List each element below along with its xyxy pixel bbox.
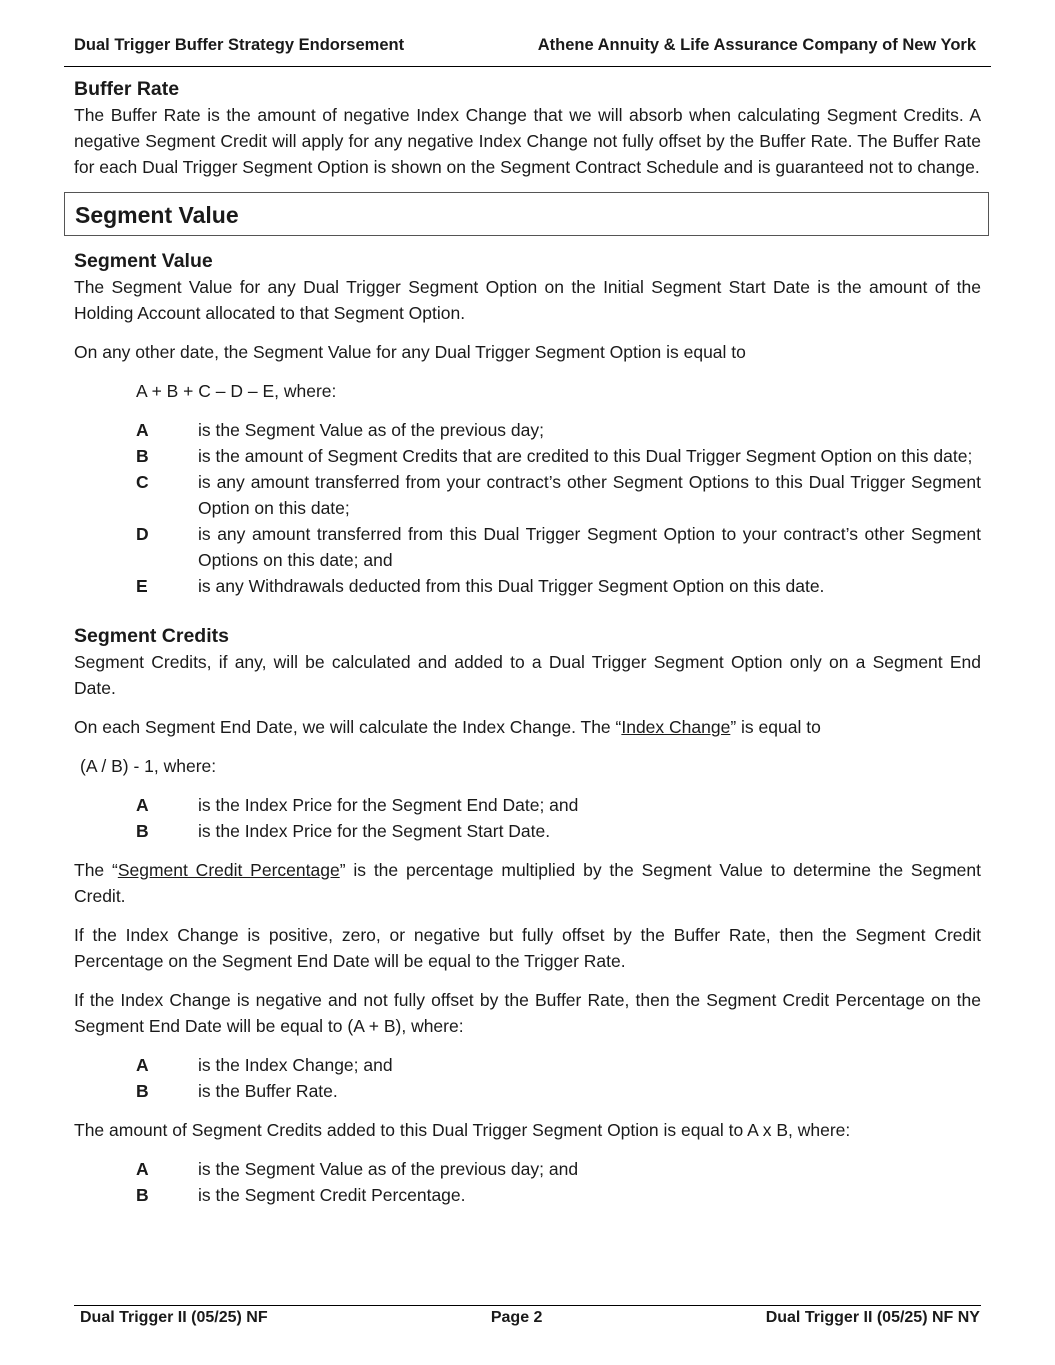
index-change-definitions [74, 792, 981, 844]
header-divider [64, 66, 991, 67]
segment-credits-p6: The amount of Segment Credits added to this Dual Trigger Segment Option is equal to A x B, where: [74, 1120, 851, 1140]
footer-divider [74, 1305, 981, 1306]
segment-credits-p2: On each Segment End Date, we will calculate the Index Change. The “Index Change” is equal to [74, 717, 821, 737]
list-item: C is any amount transferred from your contract’s other Segment Options to this Dual Trigger Segment Option on this date; [136, 472, 981, 518]
list-item: B is the Index Price for the Segment Start Date. [136, 821, 551, 841]
segment-credits-p4: If the Index Change is positive, zero, or negative but fully offset by the Buffer Rate, then the Segment Credit Percentage on the Segment End Date will be equal to the Trigger Rate. [74, 925, 981, 971]
segment-credit-amount-definitions [74, 1156, 981, 1208]
page-header [74, 36, 976, 55]
page-footer [80, 1309, 980, 1327]
page-number: Page 2 [490, 1309, 543, 1326]
list-item: E is any Withdrawals deducted from this Dual Trigger Segment Option on this date. [136, 576, 825, 596]
list-item: A is the Index Price for the Segment End Date; and [136, 795, 579, 815]
footer-right: Dual Trigger II (05/25) NF NY [765, 1309, 980, 1326]
segment-credits-p1: Segment Credits, if any, will be calculated and added to a Dual Trigger Segment Option only on a Segment End Date. [74, 652, 981, 698]
list-item: A is the Index Change; and [136, 1055, 393, 1075]
segment-credits-heading: Segment Credits [74, 625, 229, 647]
header-left: Dual Trigger Buffer Strategy Endorsement [74, 36, 405, 54]
list-item: A is the Segment Value as of the previous day; [136, 420, 544, 440]
index-change-formula: (A / B) - 1, where: [80, 756, 217, 776]
segment-value-definitions [74, 417, 981, 599]
segment-value-formula: A + B + C – D – E, where: [136, 381, 337, 401]
list-item: A is the Segment Value as of the previous day; and [136, 1159, 579, 1179]
footer-left: Dual Trigger II (05/25) NF [80, 1309, 268, 1326]
buffer-rate-text: The Buffer Rate is the amount of negative Index Change that we will absorb when calculating Segment Credits. A negative Segment Credit will apply for any negative Index Change not fully offset by the Buffer Rate. The Buffer Rate for each Dual Trigger Segment Option is shown on the Segment Contract Schedule and is guaranteed not to change. [74, 105, 981, 177]
segment-credits-p3: The “Segment Credit Percentage” is the percentage multiplied by the Segment Value to determine the Segment Credit. [74, 860, 981, 906]
segment-value-p2: On any other date, the Segment Value for any Dual Trigger Segment Option is equal to [74, 342, 746, 362]
list-item: D is any amount transferred from this Dual Trigger Segment Option to your contract’s other Segment Options on this date; and [136, 524, 981, 570]
credit-percentage-definitions [74, 1052, 981, 1104]
segment-credit-percentage-term: Segment Credit Percentage [117, 860, 340, 880]
list-item: B is the Buffer Rate. [136, 1081, 338, 1101]
segment-value-p1: The Segment Value for any Dual Trigger Segment Option on the Initial Segment Start Date is the amount of the Holding Account allocated to that Segment Option. [74, 277, 981, 323]
header-right: Athene Annuity & Life Assurance Company of New York [537, 36, 976, 54]
segment-value-heading: Segment Value [74, 250, 213, 272]
page-content [74, 76, 981, 1208]
section-title-segment-value: Segment Value [64, 192, 989, 236]
index-change-term: Index Change [621, 717, 731, 737]
list-item: B is the amount of Segment Credits that are credited to this Dual Trigger Segment Option on this date; [136, 446, 973, 466]
list-item: B is the Segment Credit Percentage. [136, 1185, 466, 1205]
buffer-rate-heading: Buffer Rate [74, 78, 180, 100]
segment-credits-p5: If the Index Change is negative and not fully offset by the Buffer Rate, then the Segment Credit Percentage on the Segment End Date will be equal to (A + B), where: [74, 990, 981, 1036]
